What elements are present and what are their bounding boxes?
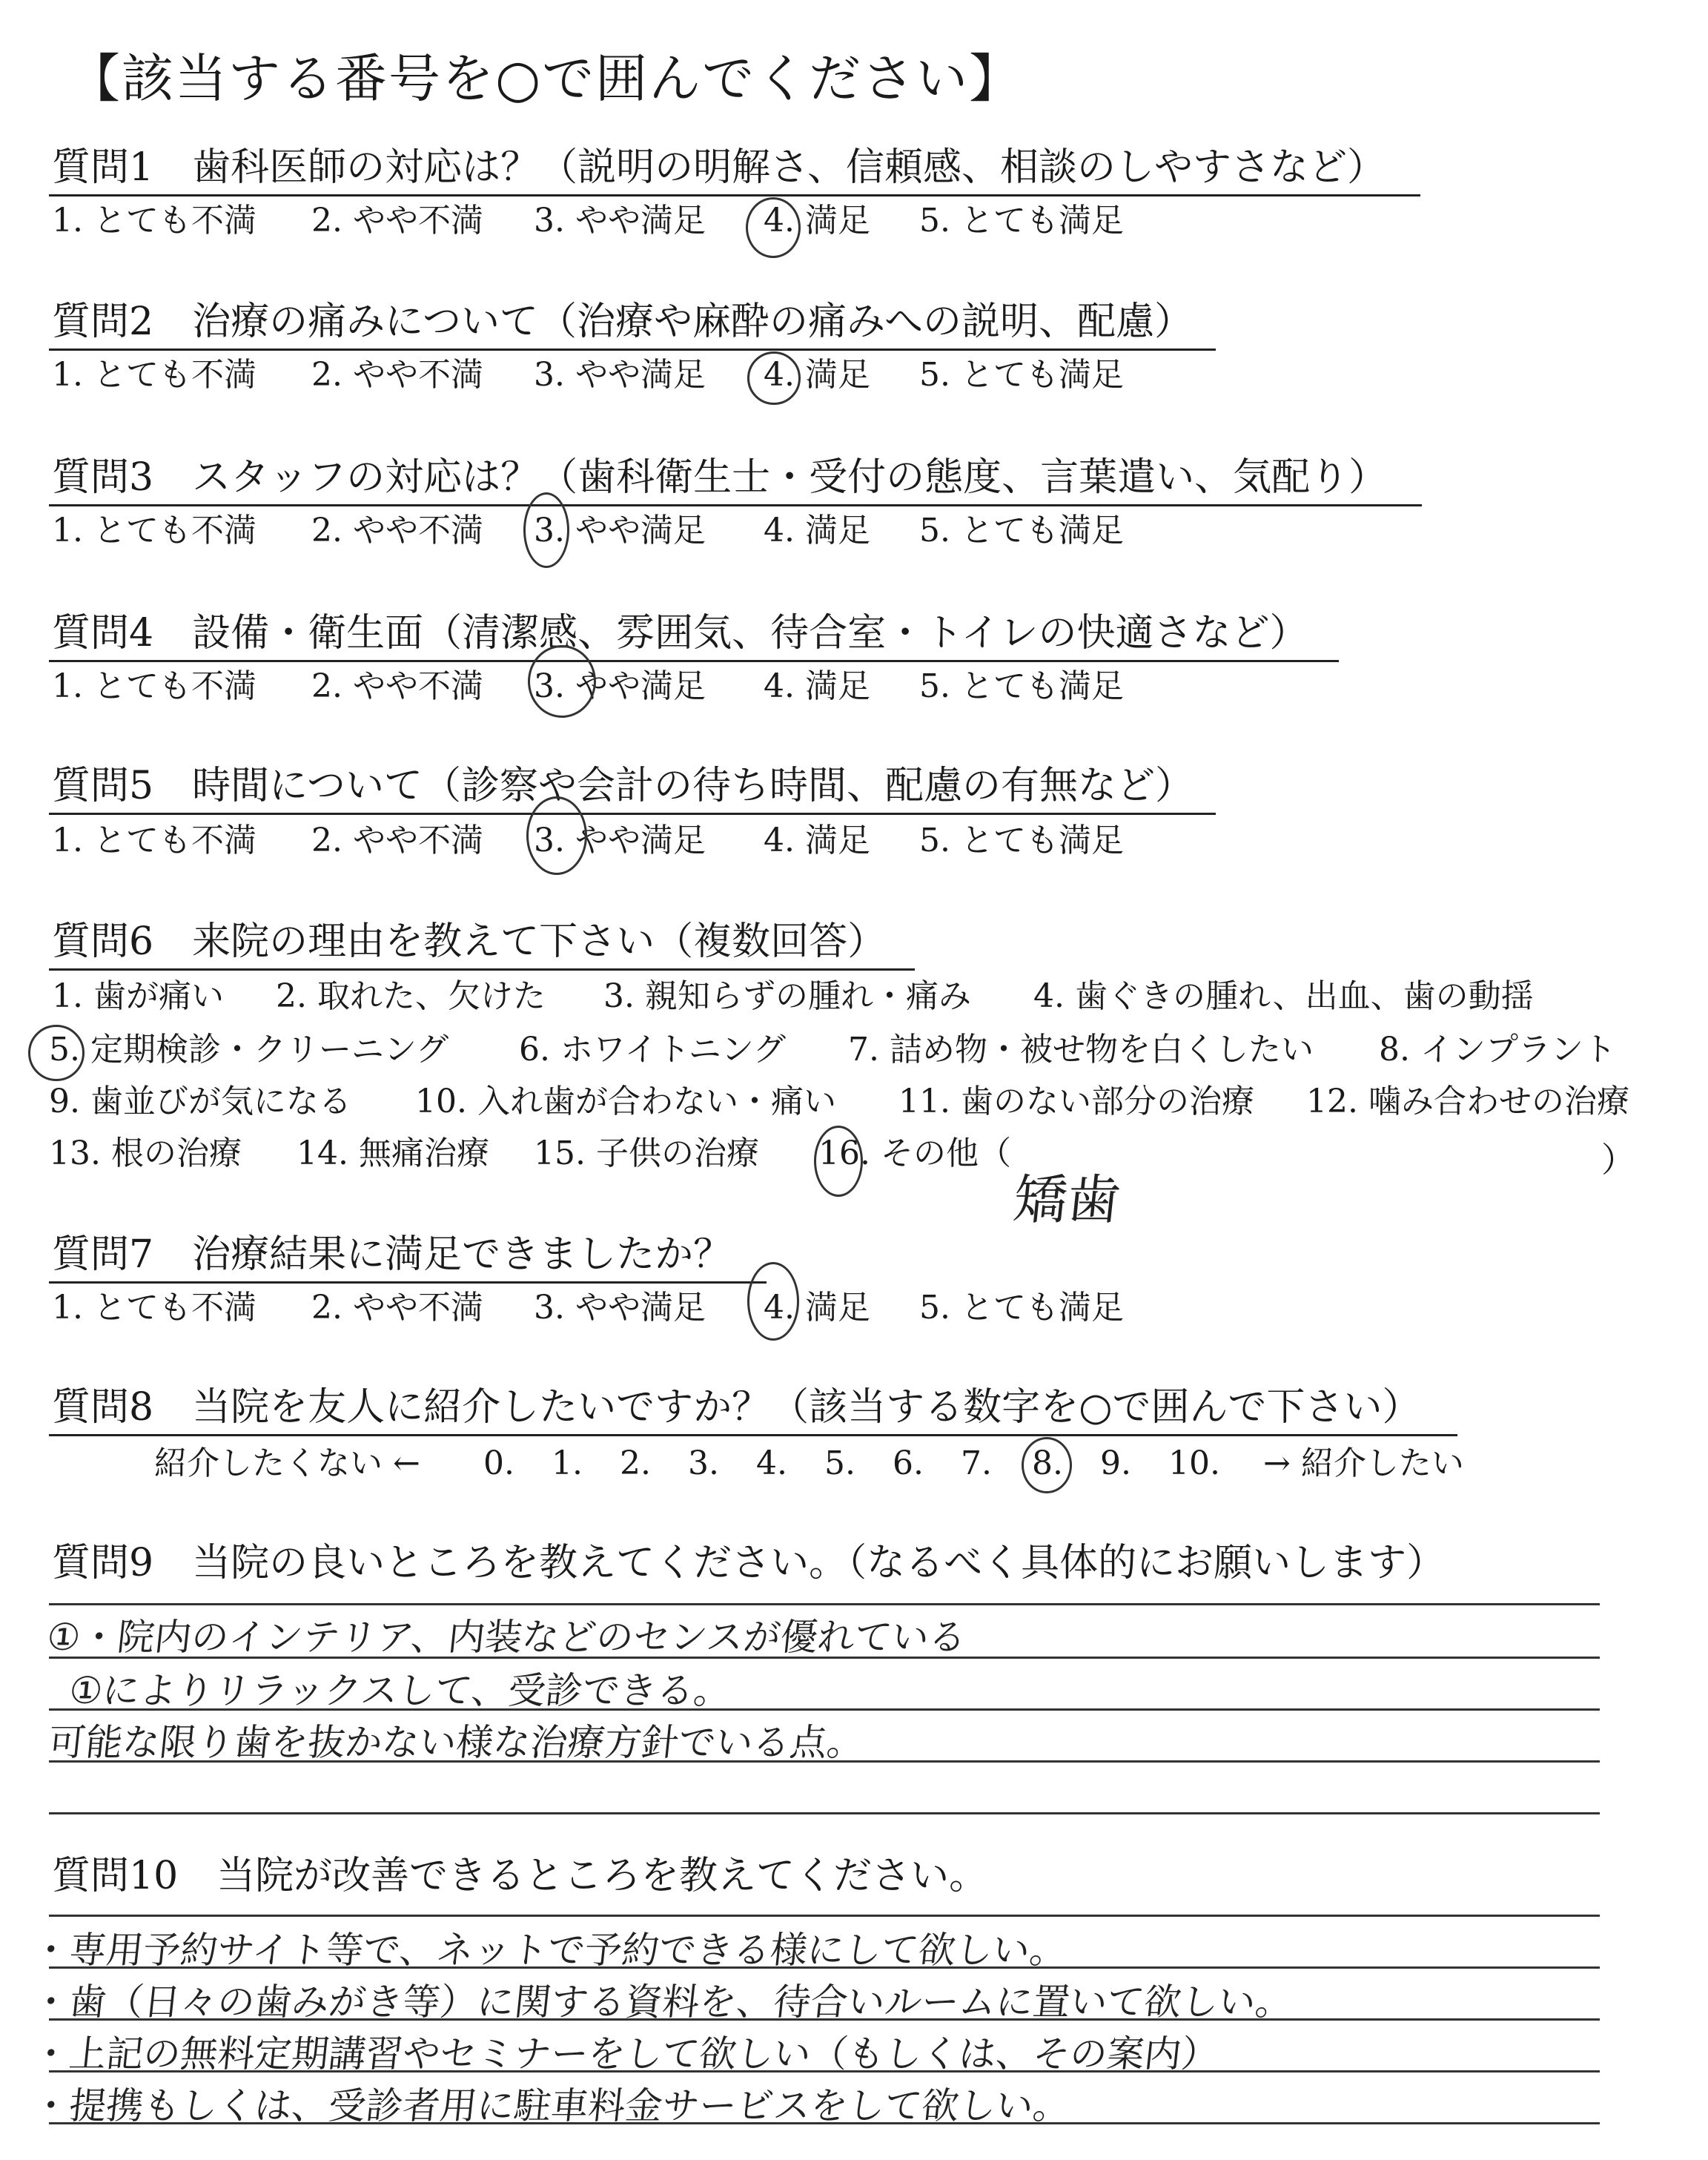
q6-selection-circle-5 bbox=[28, 1025, 85, 1081]
q8-number-5[interactable]: 5. bbox=[824, 1444, 855, 1482]
question-3-title: 質問3 スタッフの対応は？（歯科衛生士・受付の態度、言葉遣い、気配り） bbox=[52, 455, 1388, 500]
q8-number-7[interactable]: 7. bbox=[961, 1444, 992, 1482]
question-5-title: 質問5 時間について（診察や会計の待ち時間、配慮の有無など） bbox=[52, 764, 1194, 808]
q9-rule-5 bbox=[49, 1812, 1600, 1814]
q6-option-8[interactable]: 8. インプラント bbox=[1379, 1031, 1616, 1069]
q2-option-2[interactable]: 2. やや不満 bbox=[311, 356, 483, 394]
question-4-title: 質問4 設備・衛生面（清潔感、雰囲気、待合室・トイレの快適さなど） bbox=[52, 611, 1308, 655]
q8-right-label: → 紹介したい bbox=[1263, 1444, 1464, 1482]
q3-option-1[interactable]: 1. とても不満 bbox=[52, 512, 256, 549]
q6-option-10[interactable]: 10. 入れ歯が合わない・痛い bbox=[415, 1083, 836, 1120]
q10-answer-line-4: ・提携もしくは、受診者用に駐車料金サービスをして欲しい。 bbox=[30, 2084, 1073, 2127]
q7-option-4[interactable]: 4. 満足 bbox=[764, 1289, 870, 1327]
question-8-underline bbox=[49, 1434, 1457, 1436]
q6-option-6[interactable]: 6. ホワイトニング bbox=[519, 1031, 787, 1069]
q7-selection-circle bbox=[747, 1262, 799, 1341]
question-6-underline bbox=[49, 968, 915, 971]
q6-option-12[interactable]: 12. 噛み合わせの治療 bbox=[1306, 1083, 1629, 1120]
q6-option-3[interactable]: 3. 親知らずの腫れ・痛み bbox=[603, 977, 971, 1015]
q9-answer-line-1: ①・院内のインテリア、内装などのセンスが優れている bbox=[44, 1616, 968, 1659]
q7-option-5[interactable]: 5. とても満足 bbox=[919, 1289, 1124, 1327]
q6-option-9[interactable]: 9. 歯並びが気になる bbox=[49, 1083, 351, 1120]
question-9-title: 質問9 当院の良いところを教えてください。（なるべく具体的にお願いします） bbox=[52, 1541, 1446, 1585]
q8-number-3[interactable]: 3. bbox=[688, 1444, 719, 1482]
q4-option-5[interactable]: 5. とても満足 bbox=[919, 667, 1124, 705]
question-1-title: 質問1 歯科医師の対応は？（説明の明解さ、信頼感、相談のしやすさなど） bbox=[52, 145, 1386, 190]
q8-number-8[interactable]: 8. bbox=[1032, 1444, 1063, 1482]
q8-number-4[interactable]: 4. bbox=[756, 1444, 787, 1482]
q6-other-handwritten-answer: 矯歯 bbox=[1010, 1169, 1124, 1231]
q6-option-14[interactable]: 14. 無痛治療 bbox=[297, 1135, 489, 1172]
q9-rule-1 bbox=[49, 1603, 1600, 1605]
q10-answer-line-2: ・歯（日々の歯みがき等）に関する資料を、待合いルームに置いて欲しい。 bbox=[30, 1981, 1295, 2024]
q10-answer-line-1: ・専用予約サイト等で、ネットで予約できる様にして欲しい。 bbox=[30, 1929, 1070, 1972]
q5-option-3[interactable]: 3. やや満足 bbox=[534, 822, 706, 859]
question-3-underline bbox=[49, 504, 1422, 506]
q2-option-5[interactable]: 5. とても満足 bbox=[919, 356, 1124, 394]
q1-option-5[interactable]: 5. とても満足 bbox=[919, 202, 1124, 240]
q5-option-5[interactable]: 5. とても満足 bbox=[919, 822, 1124, 859]
q5-option-4[interactable]: 4. 満足 bbox=[764, 822, 870, 859]
question-2-title: 質問2 治療の痛みについて（治療や麻酔の痛みへの説明、配慮） bbox=[52, 300, 1194, 344]
q6-other-close-paren: ） bbox=[1601, 1140, 1635, 1180]
q4-option-3[interactable]: 3. やや満足 bbox=[534, 667, 706, 705]
q5-selection-circle bbox=[526, 796, 587, 875]
question-8-title: 質問8 当院を友人に紹介したいですか？（該当する数字を○で囲んで下さい） bbox=[52, 1385, 1421, 1430]
q6-option-15[interactable]: 15. 子供の治療 bbox=[534, 1135, 759, 1172]
q10-rule-1 bbox=[49, 1915, 1600, 1917]
q3-option-5[interactable]: 5. とても満足 bbox=[919, 512, 1124, 549]
q1-option-2[interactable]: 2. やや不満 bbox=[311, 202, 483, 240]
instruction-header: 【該当する番号を○で囲んでください】 bbox=[68, 48, 1023, 109]
q6-option-2[interactable]: 2. 取れた、欠けた bbox=[276, 977, 546, 1015]
question-4-underline bbox=[49, 660, 1339, 662]
q6-option-13[interactable]: 13. 根の治療 bbox=[49, 1135, 242, 1172]
q4-option-4[interactable]: 4. 満足 bbox=[764, 667, 870, 705]
q8-number-10[interactable]: 10. bbox=[1168, 1444, 1220, 1482]
q1-option-4[interactable]: 4. 満足 bbox=[764, 202, 870, 240]
q10-answer-line-3: ・上記の無料定期講習やセミナーをして欲しい（もしくは、その案内） bbox=[30, 2032, 1221, 2075]
q3-option-3[interactable]: 3. やや満足 bbox=[534, 512, 706, 549]
q1-option-3[interactable]: 3. やや満足 bbox=[534, 202, 706, 240]
q2-option-3[interactable]: 3. やや満足 bbox=[534, 356, 706, 394]
q6-option-16[interactable]: 16. その他（ bbox=[818, 1135, 1011, 1172]
q6-option-7[interactable]: 7. 詰め物・被せ物を白くしたい bbox=[848, 1031, 1314, 1069]
q8-number-0[interactable]: 0. bbox=[483, 1444, 514, 1482]
q9-answer-line-2: ①によりリラックスして、受診できる。 bbox=[67, 1669, 733, 1712]
q5-option-1[interactable]: 1. とても不満 bbox=[52, 822, 256, 859]
question-2-underline bbox=[49, 349, 1216, 351]
question-1-underline bbox=[49, 194, 1420, 196]
question-10-title: 質問10 当院が改善できるところを教えてください。 bbox=[52, 1854, 988, 1898]
q2-option-4[interactable]: 4. 満足 bbox=[764, 356, 870, 394]
q9-answer-line-3: 可能な限り歯を抜かない様な治療方針でいる点。 bbox=[46, 1721, 867, 1764]
q6-option-4[interactable]: 4. 歯ぐきの腫れ、出血、歯の動揺 bbox=[1033, 977, 1534, 1015]
q8-selection-circle bbox=[1022, 1437, 1072, 1493]
q4-option-1[interactable]: 1. とても不満 bbox=[52, 667, 256, 705]
q8-left-label: 紹介したくない ← bbox=[154, 1444, 420, 1482]
q7-option-3[interactable]: 3. やや満足 bbox=[534, 1289, 706, 1327]
question-6-title: 質問6 来院の理由を教えて下さい（複数回答） bbox=[52, 919, 887, 964]
q7-option-2[interactable]: 2. やや不満 bbox=[311, 1289, 483, 1327]
q2-option-1[interactable]: 1. とても不満 bbox=[52, 356, 256, 394]
q7-option-1[interactable]: 1. とても不満 bbox=[52, 1289, 256, 1327]
q6-selection-circle-16 bbox=[814, 1126, 863, 1197]
q1-option-1[interactable]: 1. とても不満 bbox=[52, 202, 256, 240]
q3-option-2[interactable]: 2. やや不満 bbox=[311, 512, 483, 549]
q6-option-1[interactable]: 1. 歯が痛い bbox=[52, 977, 224, 1015]
q1-selection-circle bbox=[746, 197, 801, 258]
question-5-underline bbox=[49, 813, 1216, 815]
q3-selection-circle bbox=[523, 492, 569, 568]
q8-number-1[interactable]: 1. bbox=[552, 1444, 583, 1482]
q8-number-6[interactable]: 6. bbox=[893, 1444, 924, 1482]
q6-option-11[interactable]: 11. 歯のない部分の治療 bbox=[898, 1083, 1254, 1120]
q5-option-2[interactable]: 2. やや不満 bbox=[311, 822, 483, 859]
q8-number-9[interactable]: 9. bbox=[1100, 1444, 1131, 1482]
q6-option-5[interactable]: 5. 定期検診・クリーニング bbox=[49, 1031, 449, 1069]
q4-selection-circle bbox=[528, 645, 596, 718]
question-7-underline bbox=[49, 1281, 767, 1284]
q2-selection-circle bbox=[747, 351, 801, 405]
q3-option-4[interactable]: 4. 満足 bbox=[764, 512, 870, 549]
question-7-title: 質問7 治療結果に満足できましたか？ bbox=[52, 1232, 732, 1277]
q4-option-2[interactable]: 2. やや不満 bbox=[311, 667, 483, 705]
q8-number-2[interactable]: 2. bbox=[620, 1444, 651, 1482]
